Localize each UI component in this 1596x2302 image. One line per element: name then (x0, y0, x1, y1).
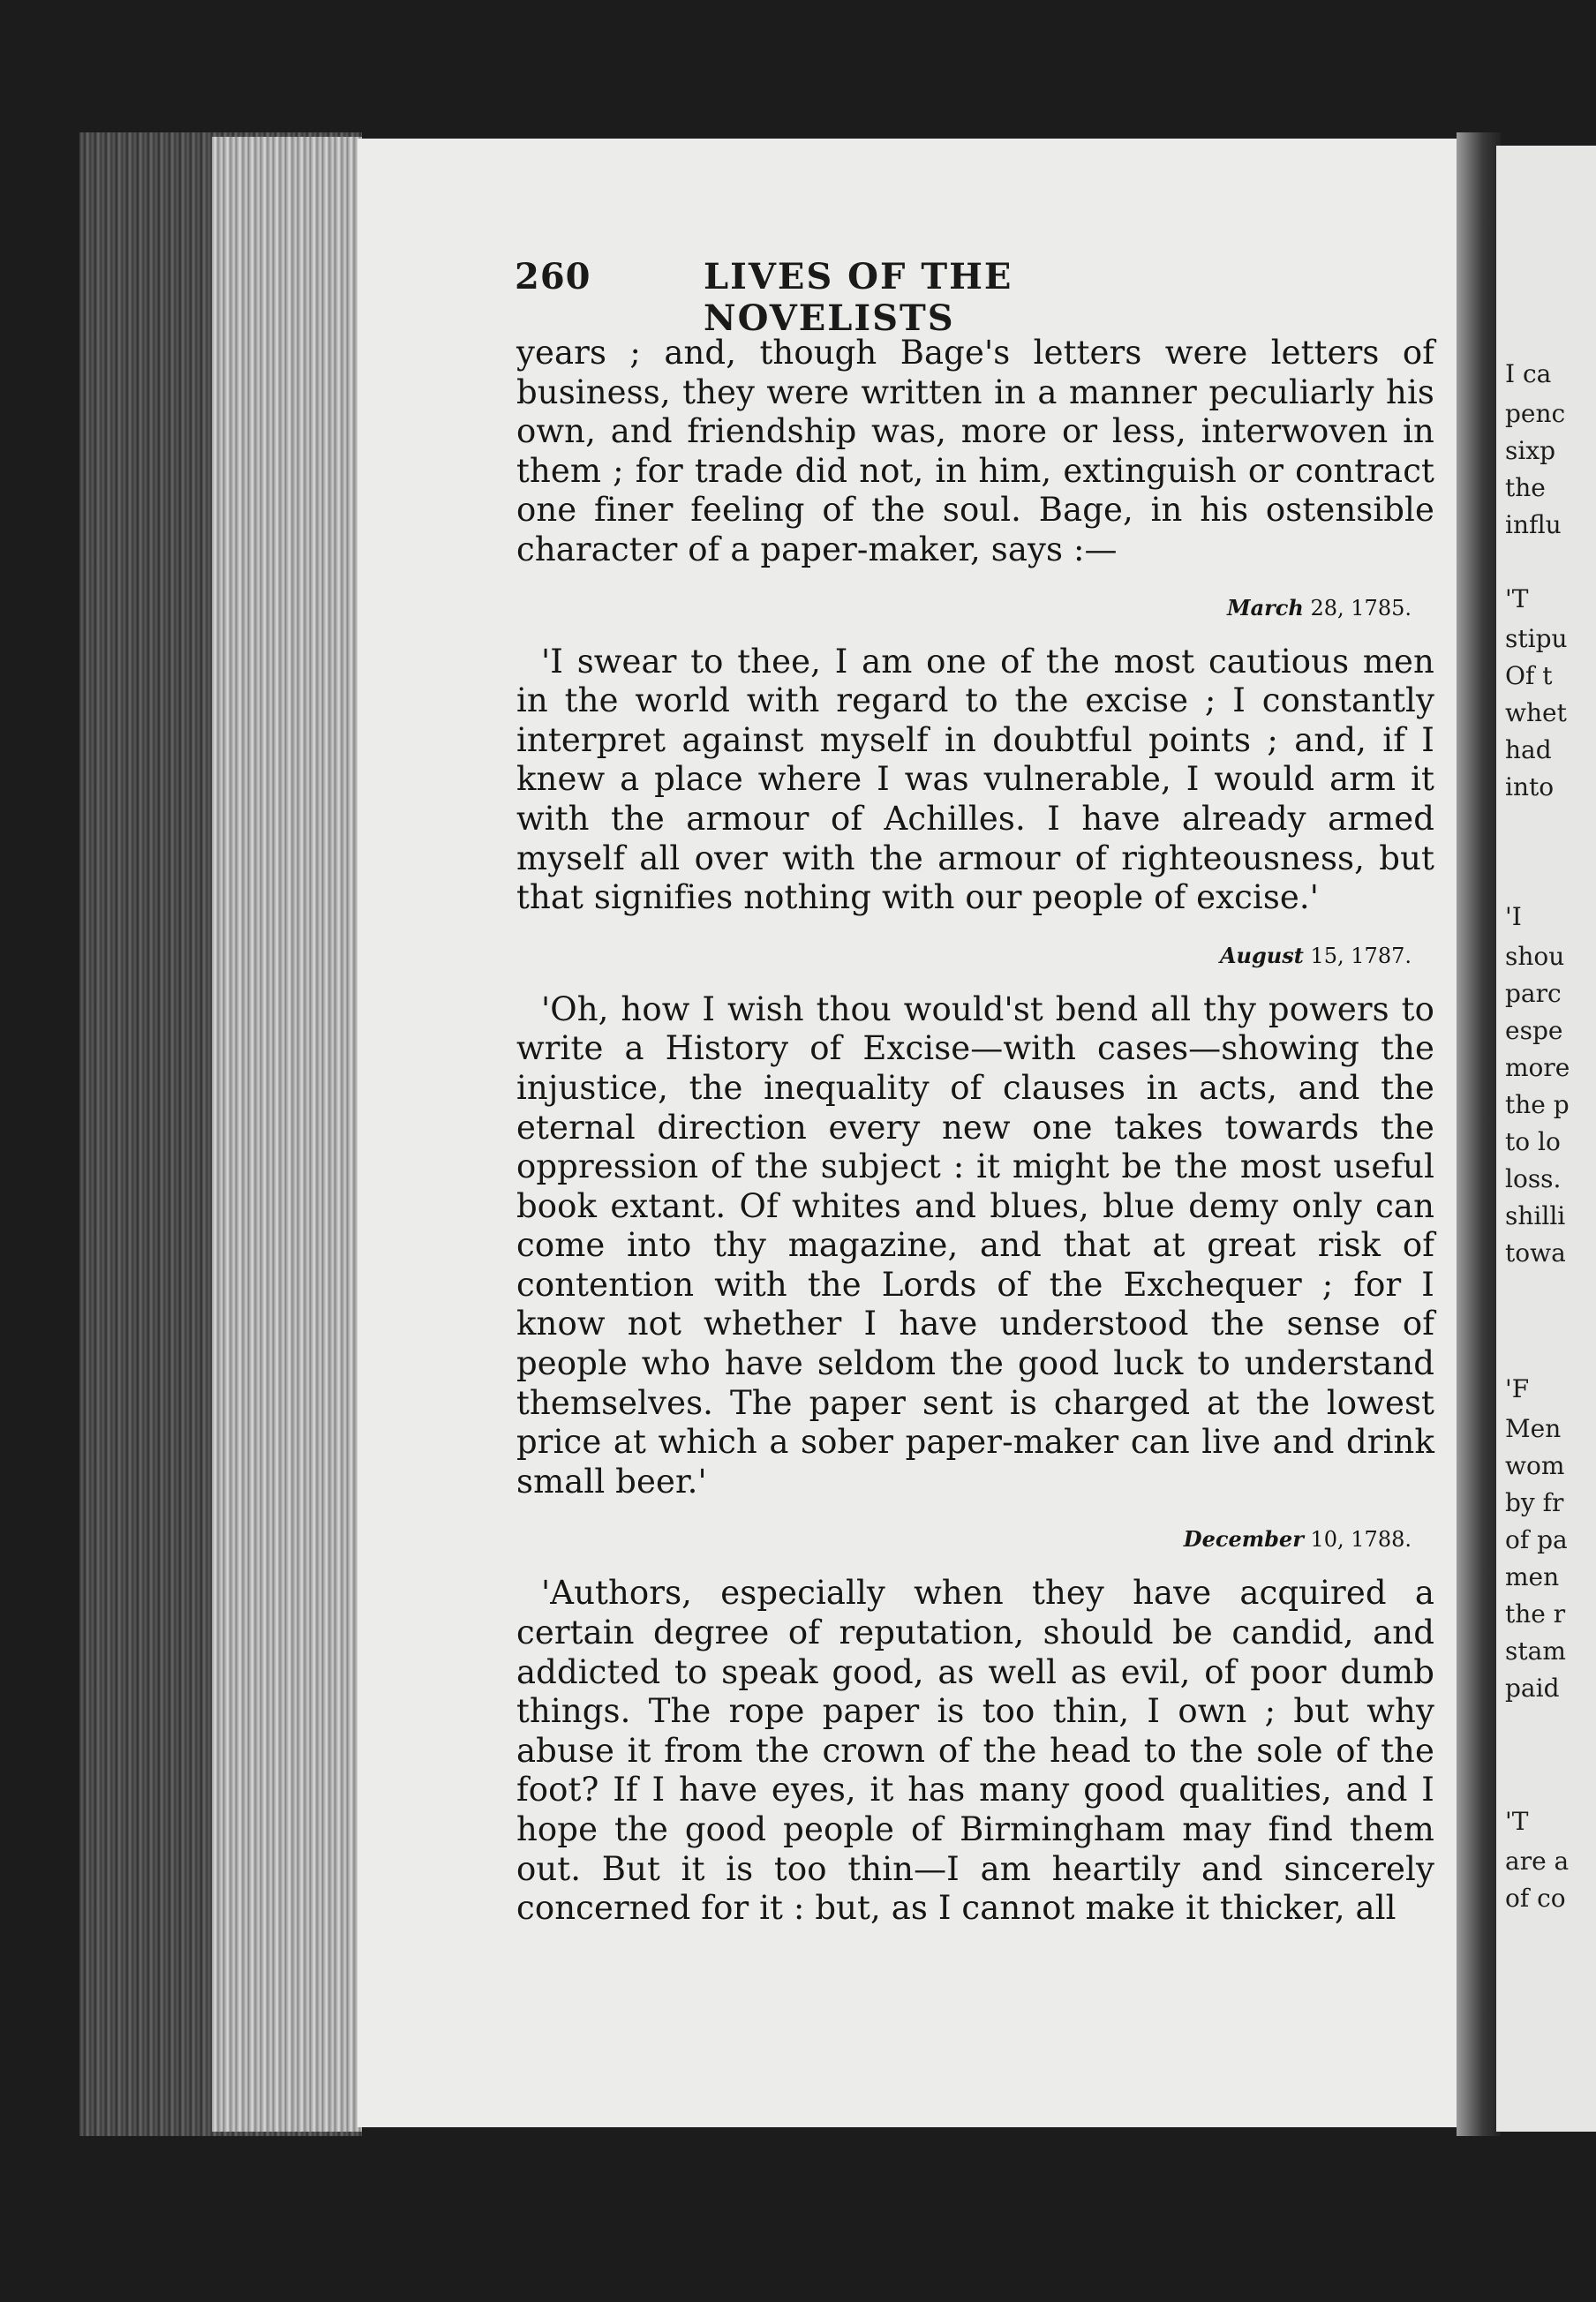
page-edge-highlight (212, 137, 362, 2132)
dateline-month: March (1227, 594, 1304, 621)
facing-page-fragment: the (1505, 473, 1546, 502)
facing-page-fragment: parc (1505, 979, 1562, 1008)
facing-page-fragment: 'T (1505, 584, 1529, 613)
facing-page-fragment: whet (1505, 698, 1567, 727)
facing-page-fragment: 'T (1505, 1807, 1529, 1836)
dateline-month: August (1219, 942, 1304, 968)
facing-page-fragment: shilli (1505, 1201, 1566, 1230)
dateline-date: 28, 1785. (1310, 595, 1412, 621)
facing-page-fragment: wom (1505, 1451, 1565, 1480)
facing-page-fragment: loss. (1505, 1164, 1562, 1193)
facing-page-fragment: influ (1505, 510, 1562, 539)
facing-page-fragment: men (1505, 1562, 1560, 1591)
page-number: 260 (515, 256, 591, 297)
book-gutter (1457, 132, 1501, 2136)
facing-page-fragment: Of t (1505, 661, 1553, 690)
page-body (516, 334, 1434, 1929)
facing-page-fragment: into (1505, 772, 1555, 801)
facing-page-fragment: to lo (1505, 1127, 1561, 1156)
facing-page-fragment: stipu (1505, 624, 1568, 653)
facing-page-fragment: of pa (1505, 1525, 1568, 1554)
intro-paragraph: years ; and, though Bage's letters were letters of business, they were written in a manner peculiarly his own, and friendship was, more or less, interwoven in them ; for trade did not, in him, extinguish or contract one finer feeling of the soul. Bage, in his ostensible character of a paper-maker, says :— (516, 334, 1434, 568)
running-title: LIVES OF THE NOVELISTS (704, 256, 1013, 339)
letter-paragraph: 'Authors, especially when they have acquired a certain degree of reputation, should be candid, and addicted to speak good, as well as evil, of poor dumb things. The rope paper is too thin, I own ; but why abuse it from the crown of the head to the sole of the foot? If I have eyes, it has many good qualities, and I hope the good people of Birmingham may find them out. But it is too thin—I am heartily and sincerely concerned for it : but, as I cannot make it thicker, all (516, 1574, 1434, 1928)
facing-page-fragment: sixp (1505, 436, 1556, 465)
facing-page-fragment: I ca (1505, 359, 1552, 388)
running-head (515, 256, 1265, 339)
dateline-date: 10, 1788. (1310, 1527, 1412, 1553)
facing-page-fragment: 'F (1505, 1374, 1530, 1403)
facing-page-fragment: more (1505, 1053, 1570, 1082)
dateline-month: December (1183, 1526, 1304, 1553)
facing-page-fragment: Men (1505, 1414, 1562, 1443)
facing-page-fragment: espe (1505, 1016, 1563, 1045)
facing-page-fragment: shou (1505, 942, 1565, 971)
facing-page-fragment: the p (1505, 1090, 1570, 1119)
facing-page (1496, 146, 1596, 2132)
facing-page-fragment: had (1505, 735, 1552, 764)
facing-page-fragment: towa (1505, 1238, 1566, 1268)
facing-page-fragment: 'I (1505, 902, 1522, 931)
letter-dateline (516, 595, 1434, 621)
facing-page-fragment: the r (1505, 1599, 1566, 1629)
facing-page-fragment: penc (1505, 399, 1566, 428)
letter-dateline (516, 943, 1434, 969)
facing-page-fragment: are a (1505, 1847, 1570, 1876)
facing-page-fragment: of co (1505, 1884, 1566, 1913)
facing-page-fragment: stam (1505, 1636, 1566, 1666)
letter-dateline (516, 1526, 1434, 1553)
dateline-date: 15, 1787. (1310, 943, 1412, 968)
facing-page-fragment: by fr (1505, 1488, 1564, 1517)
letter-paragraph: 'I swear to thee, I am one of the most cautious men in the world with regard to the excise ; I constantly interpret against myself in doubtful points ; and, if I knew a place where I was vulnerable, I would arm it with the armour of Achilles. I have already armed myself all over with the armour of righteousness, but that signifies nothing with our people of excise.' (516, 642, 1434, 917)
letter-paragraph: 'Oh, how I wish thou would'st bend all thy powers to write a History of Excise—with cases—showing the injustice, the inequality of clauses in acts, and the eternal direction every new one takes towards the oppression of the subject : it might be the most useful book extant. Of whites and blues, blue demy only can come into thy magazine, and that at great risk of contention with the Lords of the Exchequer ; for I know not whether I have understood the sense of people who have seldom the good luck to understand themselves. The paper sent is charged at the lowest price at which a sober paper-maker can live and drink small beer.' (516, 989, 1434, 1501)
facing-page-fragment: paid (1505, 1674, 1560, 1703)
